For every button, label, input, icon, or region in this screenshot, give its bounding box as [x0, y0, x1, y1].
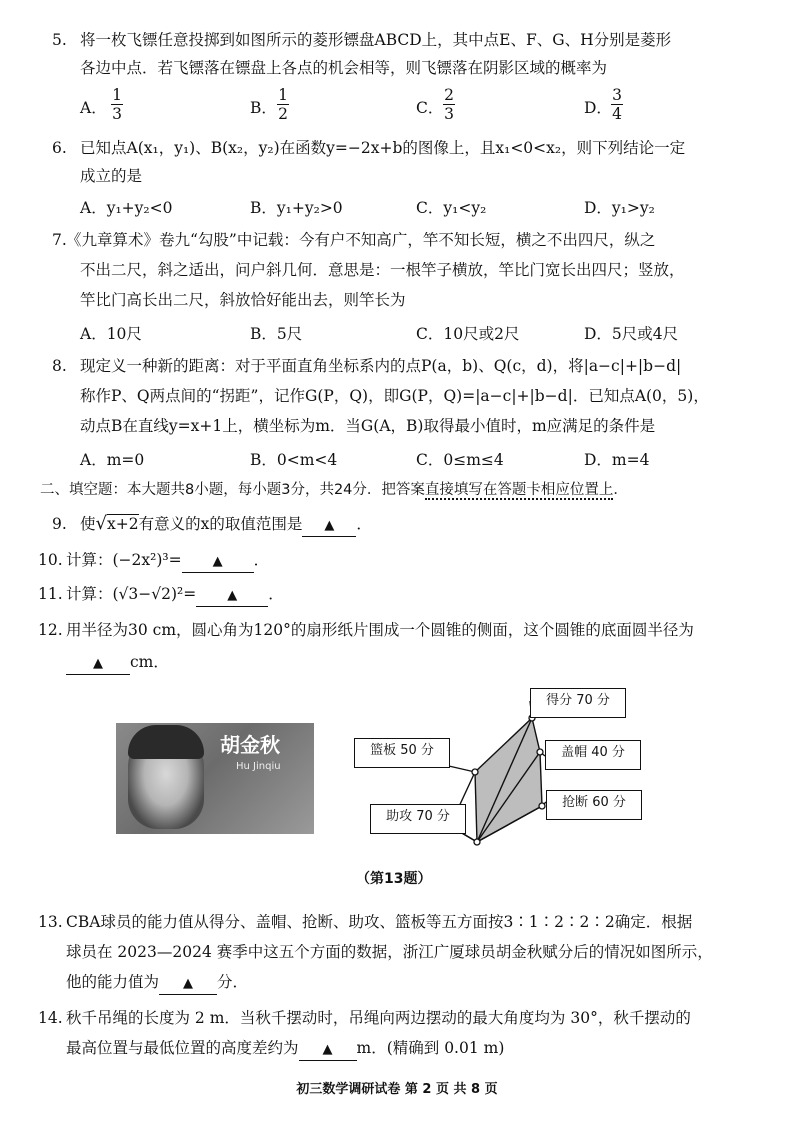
q7-text-line3: 竿比门高长出二尺，斜放恰好能出去，则竿长为	[80, 291, 406, 309]
vertex-block	[537, 749, 543, 755]
q6-option-d: D．y₁>y₂	[584, 199, 655, 217]
q5-option-d-label: D．	[584, 99, 612, 117]
q10-number: 10.	[38, 551, 63, 569]
label-rebound: 篮板 50 分	[354, 738, 450, 768]
q6-option-b: B．y₁+y₂>0	[250, 199, 343, 217]
q5-option-c-label: C．	[416, 99, 444, 117]
q12-answer-blank[interactable]: ▲	[66, 652, 130, 675]
page-footer: 初三数学调研试卷 第 2 页 共 8 页	[296, 1082, 498, 1097]
q7-option-d: D．5尺或4尺	[584, 325, 679, 343]
q5-option-c-fraction: 2 3	[444, 86, 454, 123]
q5-option-a-label: A．	[80, 99, 107, 117]
q11-number: 11.	[38, 585, 63, 603]
q7-option-a: A．10尺	[80, 325, 142, 343]
figure-13-caption: （第13题）	[356, 871, 432, 887]
q12-number: 12.	[38, 621, 63, 639]
q6-text-line2: 成立的是	[80, 167, 143, 185]
label-block: 盖帽 40 分	[545, 740, 641, 770]
q8-number: 8.	[52, 357, 67, 375]
q13-text-line3: 他的能力值为 ▲ 分．	[66, 972, 248, 995]
q5-option-b-fraction: 1 2	[278, 86, 288, 123]
q5-option-a-fraction: 1 3	[112, 86, 122, 123]
q8-option-d: D．m=4	[584, 451, 650, 469]
q7-option-b: B．5尺	[250, 325, 303, 343]
player-name: 胡金秋	[220, 733, 280, 757]
q9-answer-blank[interactable]: ▲	[302, 514, 356, 537]
q5-text-line1: 将一枚飞镖任意投掷到如图所示的菱形镖盘ABCD上，其中点E、F、G、H分别是菱形	[80, 31, 672, 49]
q8-text-line3: 动点B在直线y=x+1上，横坐标为m．当G(A，B)取得最小值时，m应满足的条件是	[80, 417, 656, 435]
q11-answer-blank[interactable]: ▲	[196, 584, 268, 607]
section-2-heading: 二、填空题：本大题共8小题，每小题3分，共24分．把答案直接填写在答题卡相应位置上．	[40, 482, 628, 498]
q9-text: 使√x+2有意义的x的取值范围是 ▲ ．	[80, 514, 372, 537]
q5-option-b-label: B．	[250, 99, 277, 117]
q6-option-c: C．y₁<y₂	[416, 199, 487, 217]
q14-number: 14.	[38, 1009, 63, 1027]
label-score: 得分 70 分	[530, 688, 626, 718]
q6-number: 6.	[52, 139, 67, 157]
player-pinyin: Hu Jinqiu	[236, 761, 281, 772]
q5-number: 5.	[52, 31, 67, 49]
q14-answer-blank[interactable]: ▲	[299, 1038, 357, 1061]
q6-text-line1: 已知点A(x₁，y₁)、B(x₂，y₂)在函数y=−2x+b的图像上，且x₁<0<x₂，则下列结论一定	[80, 139, 686, 157]
q7-text-line2: 不出二尺，斜之适出，问户斜几何．意思是：一根竿子横放，竿比门宽长出四尺；竖放，	[80, 261, 685, 279]
q5-option-d-fraction: 3 4	[612, 86, 622, 123]
q10-text: 计算：(−2x²)³= ▲ ．	[66, 550, 269, 573]
q8-option-b: B．0<m<4	[250, 451, 338, 469]
q9-number: 9.	[52, 515, 67, 533]
q8-text-line2: 称作P、Q两点间的“拐距”，记作G(P，Q)，即G(P，Q)=|a−c|+|b−d|．已知点A(0，5)，	[80, 387, 709, 405]
label-assist: 助攻 70 分	[370, 804, 466, 834]
q13-number: 13.	[38, 913, 63, 931]
q6-option-a: A．y₁+y₂<0	[80, 199, 173, 217]
q8-option-c: C．0≤m≤4	[416, 451, 504, 469]
q13-text-line1: CBA球员的能力值从得分、盖帽、抢断、助攻、篮板等五方面按3∶1∶2∶2∶2确定．根据	[66, 913, 693, 931]
q7-number: 7.	[52, 231, 67, 249]
q10-answer-blank[interactable]: ▲	[182, 550, 254, 573]
q13-text-line2: 球员在 2023—2024 赛季中这五个方面的数据，浙江广厦球员胡金秋赋分后的情况如图所示，	[66, 943, 713, 961]
q8-option-a: A．m=0	[80, 451, 145, 469]
q13-answer-blank[interactable]: ▲	[159, 972, 217, 995]
q11-text: 计算：(√3−√2)²= ▲ ．	[66, 584, 284, 607]
label-steal: 抢断 60 分	[546, 790, 642, 820]
player-hair	[128, 725, 204, 759]
player-photo	[116, 723, 314, 834]
q7-option-c: C．10尺或2尺	[416, 325, 520, 343]
q12-text-line2: ▲ cm．	[66, 652, 169, 675]
q8-text-line1: 现定义一种新的距离：对于平面直角坐标系内的点P(a，b)、Q(c，d)，将|a−c|+|b−d|	[80, 357, 682, 375]
vertex-steal	[539, 803, 545, 809]
vertex-rebound	[472, 769, 478, 775]
q14-text-line1: 秋千吊绳的长度为 2 m．当秋千摆动时，吊绳向两边摆动的最大角度均为 30°，秋千摆动的	[66, 1009, 691, 1027]
center-point	[474, 839, 480, 845]
q12-text-line1: 用半径为30 cm，圆心角为120°的扇形纸片围成一个圆锥的侧面，这个圆锥的底面圆半径为	[66, 621, 694, 639]
q7-text-line1: 《九章算术》卷九“勾股”中记载：今有户不知高广，竿不知长短，横之不出四尺，纵之	[66, 231, 656, 249]
q14-text-line2: 最高位置与最低位置的高度差约为 ▲ m．(精确到 0.01 m)	[66, 1038, 504, 1061]
q5-text-line2: 各边中点．若飞镖落在镖盘上各点的机会相等，则飞镖落在阴影区域的概率为	[80, 59, 608, 77]
